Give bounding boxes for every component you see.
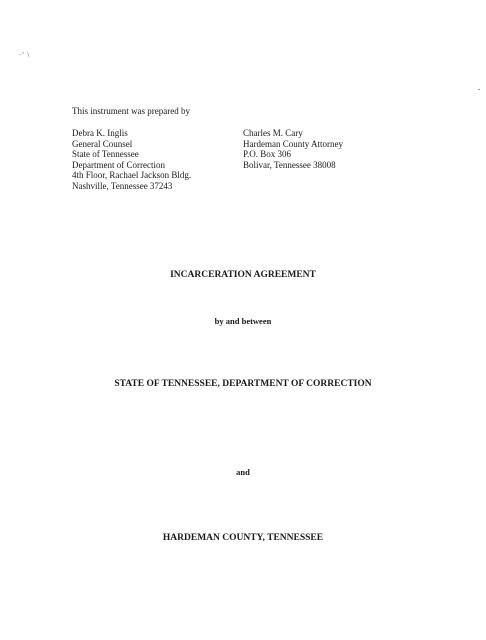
address-line: Nashville, Tennessee 37243 bbox=[72, 180, 173, 191]
address-line: 4th Floor, Rachael Jackson Bldg. bbox=[72, 170, 192, 180]
address-line: Department of Correction bbox=[72, 159, 165, 170]
address-line: Charles M. Cary bbox=[243, 128, 303, 138]
address-line: General Counsel bbox=[72, 138, 133, 149]
address-line: Bolivar, Tennessee 38008 bbox=[243, 159, 336, 170]
party-one: STATE OF TENNESSEE, DEPARTMENT OF CORRECTION bbox=[114, 379, 372, 389]
address-line: Debra K. Inglis bbox=[72, 128, 128, 138]
scan-mark-top-right: - bbox=[478, 85, 482, 93]
scan-mark-top-left: ·' \ bbox=[19, 51, 31, 59]
party-two: HARDEMAN COUNTY, TENNESSEE bbox=[162, 533, 324, 543]
agreement-title: INCARCERATION AGREEMENT bbox=[170, 270, 316, 280]
preparer-address-left bbox=[72, 128, 191, 191]
and-conjunction: and bbox=[236, 467, 250, 477]
address-line: State of Tennessee bbox=[72, 149, 139, 159]
by-and-between: by and between bbox=[214, 316, 272, 326]
preparer-address-right bbox=[243, 128, 343, 170]
prepared-by-line: This instrument was prepared by bbox=[72, 106, 190, 116]
address-line: Hardeman County Attorney bbox=[243, 138, 343, 149]
address-line: P.O. Box 306 bbox=[243, 149, 292, 159]
